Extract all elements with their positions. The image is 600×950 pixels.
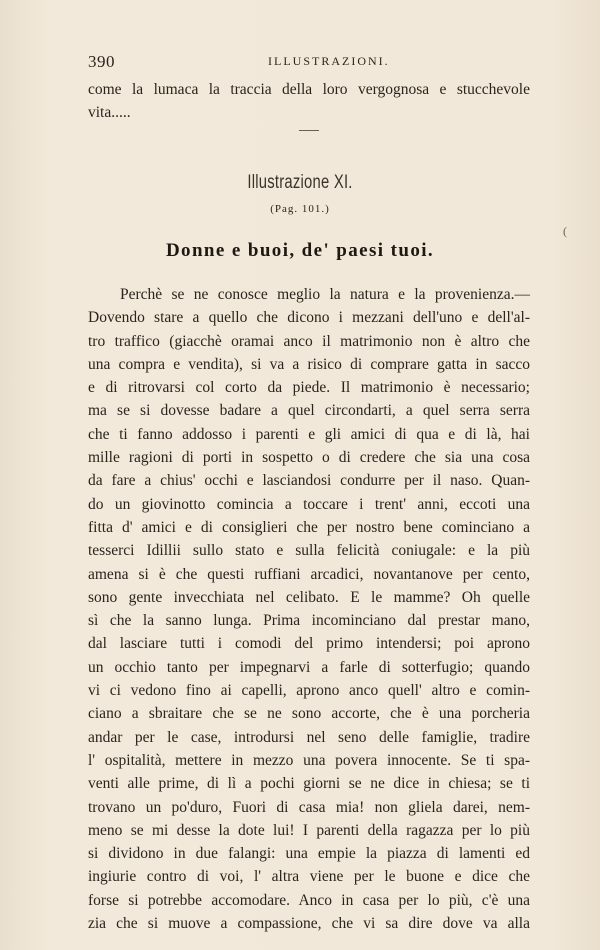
body-line: si dividono in due falangi: una empie la piazza di lamenti ed bbox=[88, 845, 530, 863]
body-line: mille ragioni di porti in sospetto o di credere che sia una cosa bbox=[88, 449, 530, 467]
body-line: tesserci Idillii sullo stato e sulla felicità coniugale: e la più bbox=[88, 542, 530, 560]
running-title: ILLUSTRAZIONI. bbox=[268, 54, 390, 68]
section-divider bbox=[299, 130, 319, 131]
continuation-paragraph bbox=[88, 77, 530, 125]
section-title: Donne e buoi, de' paesi tuoi. bbox=[165, 240, 435, 261]
body-line: venti alle prime, di lì a pochi giorni se ne dice in chiesa; se ti bbox=[88, 775, 530, 793]
body-line: che ti fanno addosso i parenti e gli amici di qua e di là, hai bbox=[88, 425, 530, 443]
continuation-line: come la lumaca la traccia della loro vergognosa e stucchevole bbox=[88, 81, 530, 98]
body-line: vi ci vedono fino ai capelli, aprono anco quell' altro e comin- bbox=[88, 682, 530, 700]
margin-mark: ( bbox=[563, 224, 567, 238]
body-line: un occhio tanto per impegnarvi a farle di sotterfugio; quando bbox=[88, 658, 530, 676]
running-head bbox=[88, 52, 530, 72]
body-line: Perchè se ne conosce meglio la natura e la provenienza.— bbox=[120, 286, 530, 303]
body-line: Dovendo stare a quello che dicono i mezzani dell'uno e dell'al- bbox=[88, 309, 530, 327]
body-line: dal lasciare tutti i comodi del primo intendersi; poi aprono bbox=[88, 635, 530, 653]
body-line: da fare a chius' occhi e lasciandosi condurre per il naso. Quan- bbox=[88, 472, 530, 490]
body-paragraph bbox=[88, 283, 530, 935]
continuation-line: vita..... bbox=[88, 104, 131, 122]
body-line: fitta d' amici e di consiglieri che per nostro bene cominciano a bbox=[88, 518, 530, 536]
body-line: ingiurie contro di voi, l' altra viene per le buone e dice che bbox=[88, 868, 530, 886]
body-line: do un giovinotto comincia a toccare i trent' anni, eccoti una bbox=[88, 495, 530, 513]
body-line: ciano a sbraitare che se ne sono accorte, che è una porcheria bbox=[88, 705, 530, 723]
page-number: 390 bbox=[88, 52, 115, 71]
body-line: tro traffico (giacchè oramai anco il matrimonio non è altro che bbox=[88, 332, 530, 350]
body-line: forse si potrebbe accomodare. Anco in casa per lo più, c'è una bbox=[88, 891, 530, 909]
page-reference: (Pag. 101.) bbox=[270, 203, 330, 215]
body-line: l' ospitalità, mettere in mezzo una povera innocente. Se ti spa- bbox=[88, 751, 530, 769]
body-line: andar per le case, introdursi nel seno delle famiglie, tradire bbox=[88, 728, 530, 746]
body-line: trovano un po'duro, Fuori di casa mia! non gliela darei, nem- bbox=[88, 798, 530, 816]
body-line: e di ritrovarsi col corto da piede. Il matrimonio è necessario; bbox=[88, 379, 530, 397]
body-line: una compra e vendita), si va a risico di comprare gatta in sacco bbox=[88, 355, 530, 373]
body-line: zia che si muove a compassione, che vi sa dire dove va alla bbox=[88, 915, 530, 933]
body-line: meno se mi desse la dote lui! I parenti della ragazza per lo più bbox=[88, 821, 530, 839]
body-line: sì che la sanno lunga. Prima incominciano dal prestar mano, bbox=[88, 612, 530, 630]
body-line: amena si è che questi ruffiani arcadici, novantanove per cento, bbox=[88, 565, 530, 583]
body-line: ma se si dovesse badare a quel circondarti, a quel serra serra bbox=[88, 402, 530, 420]
body-line: sono gente invecchiata nel celibato. E le mamme? Oh quelle bbox=[88, 588, 530, 606]
illustration-heading: Illustrazione XI. bbox=[247, 172, 353, 193]
